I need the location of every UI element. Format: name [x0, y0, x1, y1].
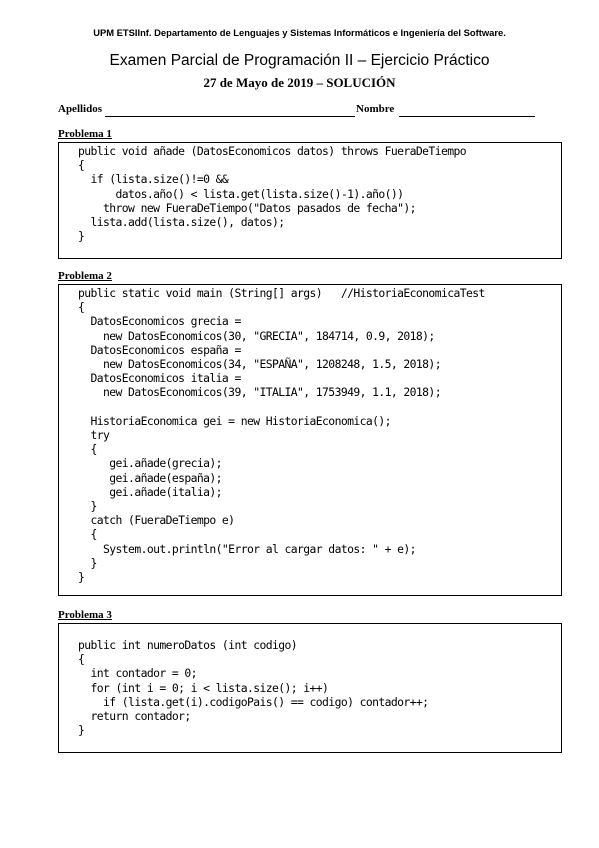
nombre-label: Nombre	[356, 103, 395, 115]
problem-3-code-box	[58, 623, 562, 753]
problem-1-label: Problema 1	[58, 128, 112, 140]
exam-title: Examen Parcial de Programación II – Ejercicio Práctico	[109, 52, 490, 69]
problem-2-label: Problema 2	[58, 270, 112, 282]
problem-1-code-box	[58, 142, 562, 259]
nombre-field[interactable]	[399, 116, 535, 117]
exam-date-subtitle: 27 de Mayo de 2019 – SOLUCIÓN	[203, 75, 396, 90]
apellidos-label: Apellidos	[58, 103, 103, 115]
problem-1-code: public void añade (DatosEconomicos datos) throws FueraDeTiempo { if (lista.size()!=0 && datos.año() < lista.get(lista.size()-1).año()) throw new FueraDeTiempo("Datos pasados de fecha"); lista.add(lista.size(), datos); }	[78, 144, 466, 244]
department-header: UPM ETSIInf. Departamento de Lenguajes y Sistemas Informáticos e Ingeniería del Software.	[93, 27, 506, 38]
problem-2-code-box	[58, 284, 562, 596]
problem-2-code: public static void main (String[] args) //HistoriaEconomicaTest { DatosEconomicos grecia = new DatosEconomicos(30, "GRECIA", 184714, 0.9, 2018); DatosEconomicos españa = new DatosEconomicos(34, "ESPAÑA", 1208248, 1.5, 2018); DatosEconomicos italia = new DatosEconomicos(39, "ITALIA", 1753949, 1.1, 2018); HistoriaEconomica gei = new HistoriaEconomica(); try { gei.añade(grecia); gei.añade(españa); gei.añade(italia); } catch (FueraDeTiempo e) { System.out.println("Error al cargar datos: " + e); } }	[78, 286, 485, 585]
student-fields	[58, 103, 548, 119]
apellidos-field[interactable]	[105, 116, 355, 117]
problem-3-code: public int numeroDatos (int codigo) { int contador = 0; for (int i = 0; i < lista.size(); i++) if (lista.get(i).codigoPais() == codigo) contador++; return contador; }	[78, 638, 429, 738]
problem-3-label: Problema 3	[58, 609, 112, 621]
